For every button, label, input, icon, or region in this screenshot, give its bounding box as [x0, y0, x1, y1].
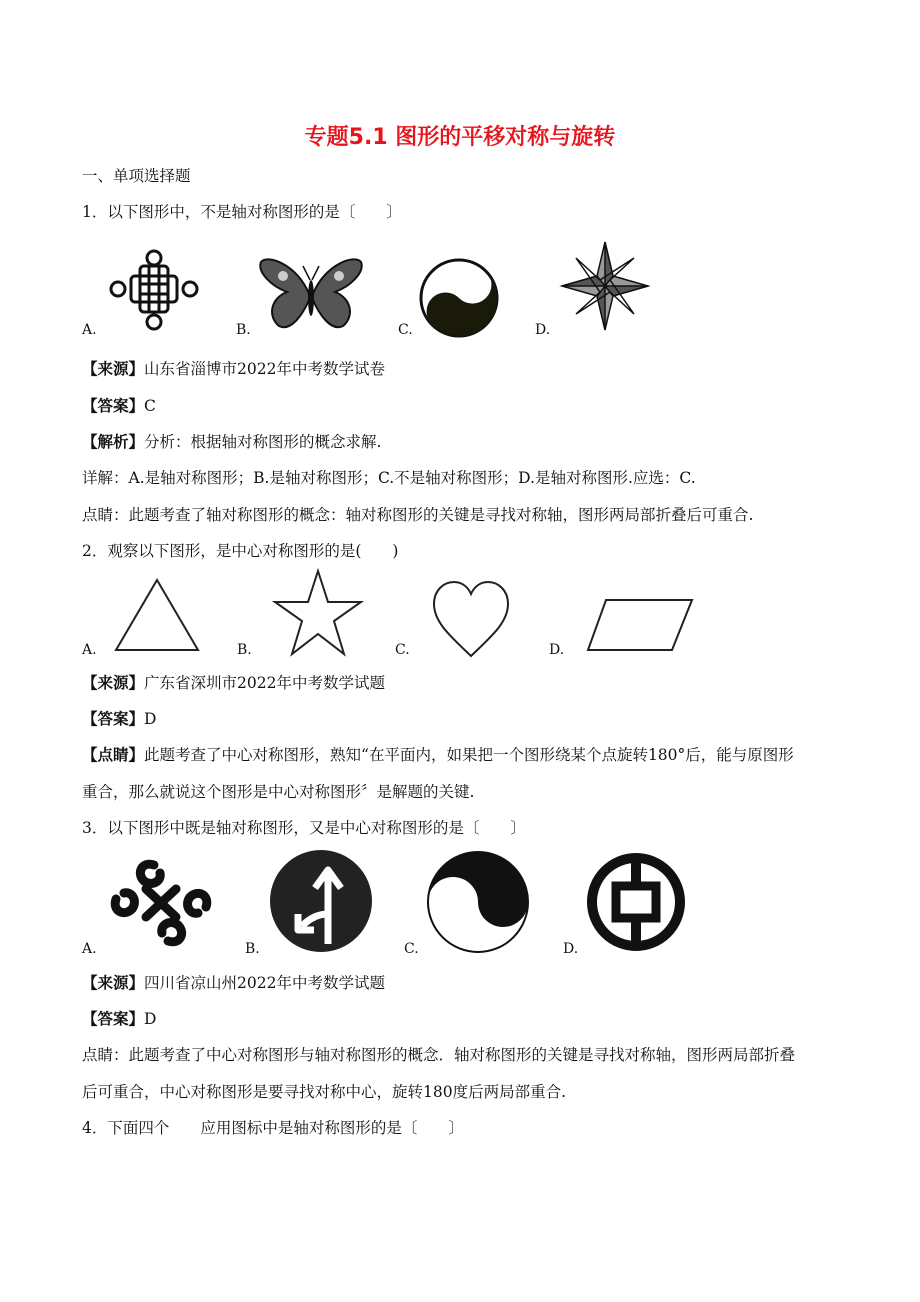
q1-stem: 1．以下图形中，不是轴对称图形的是〔 〕: [82, 203, 402, 221]
q3-source: 【来源】四川省凉山州2022年中考数学试题: [82, 973, 385, 992]
q3-answer: 【答案】D: [82, 1009, 157, 1028]
q4-stem: 4．下面四个 应用图标中是轴对称图形的是〔 〕: [82, 1119, 464, 1137]
q1-analysis: 【解析】分析：根据轴对称图形的概念求解.: [82, 432, 382, 451]
q1-option-a-label: A.: [82, 322, 97, 338]
q3-option-a-label: A.: [82, 941, 97, 957]
taiji-icon: [426, 850, 530, 954]
q2-answer: 【答案】D: [82, 709, 157, 728]
heart-icon: [430, 578, 512, 660]
q2-comment-line1: 【点睛】此题考查了中心对称图形，熟知“在平面内，如果把一个图形绕某个点旋转180°后，能与原图形: [82, 745, 794, 764]
q2-option-b-label: B.: [237, 642, 252, 658]
q2-option-c-label: C.: [395, 642, 410, 658]
knot-logo-icon: [106, 855, 216, 951]
q1-option-b-label: B.: [236, 322, 251, 338]
compass-star-icon: [556, 240, 654, 332]
coin-logo-icon: [586, 852, 686, 952]
q1-detail: 详解：A.是轴对称图形；B.是轴对称图形；C.不是轴对称图形；D.是轴对称图形.应选：C.: [82, 469, 696, 487]
butterfly-icon: [257, 254, 365, 334]
q3-option-d-label: D.: [563, 941, 579, 957]
q1-source: 【来源】山东省淄博市2022年中考数学试卷: [82, 359, 385, 378]
yin-yang-icon: [418, 257, 500, 339]
q2-option-d-label: D.: [549, 642, 565, 658]
q2-source: 【来源】广东省深圳市2022年中考数学试题: [82, 673, 385, 692]
q1-option-d-label: D.: [535, 322, 551, 338]
q1-comment: 点睛：此题考查了轴对称图形的概念：轴对称图形的关键是寻找对称轴，图形两局部折叠后可重合.: [82, 506, 754, 524]
road-arrow-sign-icon: [268, 848, 374, 954]
chinese-knot-icon: [104, 246, 204, 334]
q3-comment-line1: 点睛：此题考查了中心对称图形与轴对称图形的概念．轴对称图形的关键是寻找对称轴，图形两局部折叠: [82, 1046, 796, 1064]
q3-option-b-label: B.: [245, 941, 260, 957]
q2-stem: 2．观察以下图形，是中心对称图形的是( ): [82, 542, 399, 560]
q3-comment-line2: 后可重合，中心对称图形是要寻找对称中心，旋转180度后两局部重合.: [82, 1083, 567, 1101]
q3-stem: 3．以下图形中既是轴对称图形，又是中心对称图形的是〔 〕: [82, 819, 526, 837]
q2-comment-line2: 重合，那么就说这个图形是中心对称图形〞是解题的关键.: [82, 783, 475, 801]
page-title: 专题5.1 图形的平移对称与旋转: [304, 125, 616, 150]
q1-option-c-label: C.: [398, 322, 413, 338]
section-heading: 一、单项选择题: [82, 167, 191, 185]
star-icon: [271, 568, 365, 658]
triangle-icon: [112, 576, 202, 654]
q1-answer: 【答案】C: [82, 396, 156, 415]
parallelogram-icon: [584, 596, 696, 654]
q3-option-c-label: C.: [404, 941, 419, 957]
q2-option-a-label: A.: [82, 642, 97, 658]
